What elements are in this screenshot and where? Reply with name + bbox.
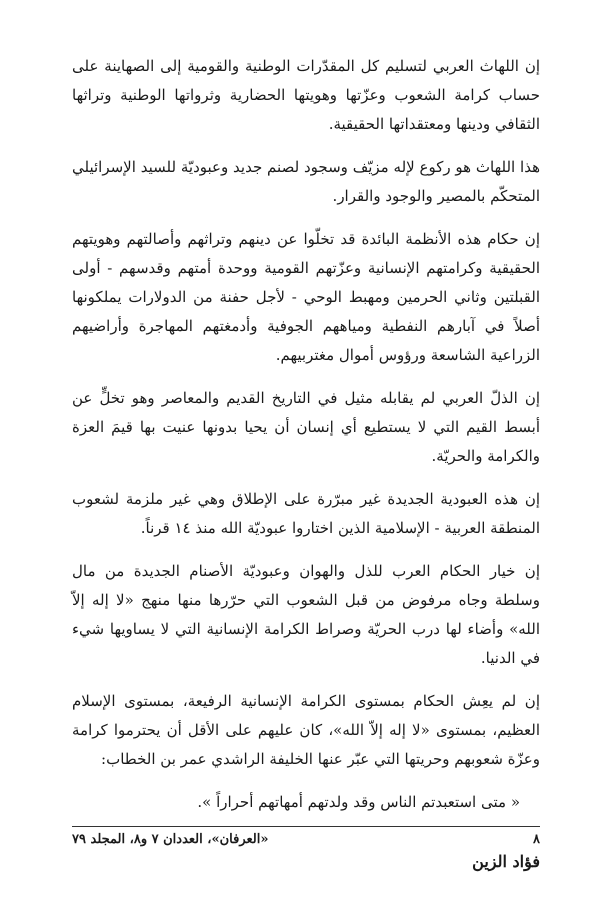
paragraph-5: إن هذه العبودية الجديدة غير مبرّرة على الإطلاق وهي غير ملزمة لشعوب المنطقة العربية - الإسلامية الذين اختاروا عبوديّة الله منذ ١٤ قرناً. bbox=[72, 490, 540, 537]
footer-divider bbox=[72, 826, 540, 827]
article-body bbox=[72, 52, 540, 876]
paragraph-1: إن اللهاث العربي لتسليم كل المقدّرات الوطنية والقومية إلى الصهاينة على حساب كرامة الشعوب وعزّتها وهويتها الحضارية وثرواتها الوطنية وتراثها الثقافي ودينها ومعتقداتها الحقيقية. bbox=[72, 57, 540, 133]
author-signature: فؤاد الزين bbox=[472, 852, 540, 871]
paragraph-3: إن حكام هذه الأنظمة البائدة قد تخلّوا عن دينهم وتراثهم وأصالتهم وهويتهم الحقيقية وكرامتهم الإنسانية وعزّتهم القومية ووحدة أمتهم وقدسهم - أولى القبلتين وثاني الحرمين ومهبط الوحي - لأجل حفنة من الدولارات يملكونها أصلاً في آبارهم النفطية ومياههم الجوفية وأدمغتهم المهاجرة وأراضيهم الزراعية الشاسعة ورؤوس أموال مغتربيهم. bbox=[72, 230, 540, 364]
paragraph-2: هذا اللهاث هو ركوع لإله مزيّف وسجود لصنم جديد وعبوديّة للسيد الإسرائيلي المتحكّم بالمصير والوجود والقرار. bbox=[72, 158, 540, 205]
page-number: ٨ bbox=[533, 832, 540, 847]
paragraph-4: إن الذلّ العربي لم يقابله مثيل في التاريخ القديم والمعاصر وهو تخلٍّ عن أبسط القيم التي لا يستطيع أي إنسان أن يحيا بدونها عنيت بها قيمَ العزة والكرامة والحريّة. bbox=[72, 389, 540, 465]
page-footer bbox=[72, 830, 540, 850]
paragraph-6: إن خيار الحكام العرب للذل والهوان وعبوديّة الأصنام الجديدة من مال وسلطة وجاه مرفوض من قبل الشعوب التي حرّرها منها منهج «لا إله إلاّ الله» وأضاء لها درب الحريّة وصراط الكرامة الإنسانية التي لا يساويها شيء في الدنيا. bbox=[72, 562, 540, 667]
paragraph-7: إن لم يعِش الحكام بمستوى الكرامة الإنسانية الرفيعة، بمستوى الإسلام العظيم، بمستوى «لا إله إلاّ الله»، كان عليهم على الأقل أن يحترموا كرامة وعزّة شعوبهم وحريتها التي عبّر عنها الخليفة الراشدي عمر بن الخطاب: bbox=[72, 692, 540, 768]
quotation: « متى استعبدتم الناس وقد ولدتهم أمهاتهم أحراراً ». bbox=[197, 793, 520, 811]
journal-citation: «العرفان»، العددان ٧ و٨، المجلد ٧٩ bbox=[72, 832, 269, 847]
